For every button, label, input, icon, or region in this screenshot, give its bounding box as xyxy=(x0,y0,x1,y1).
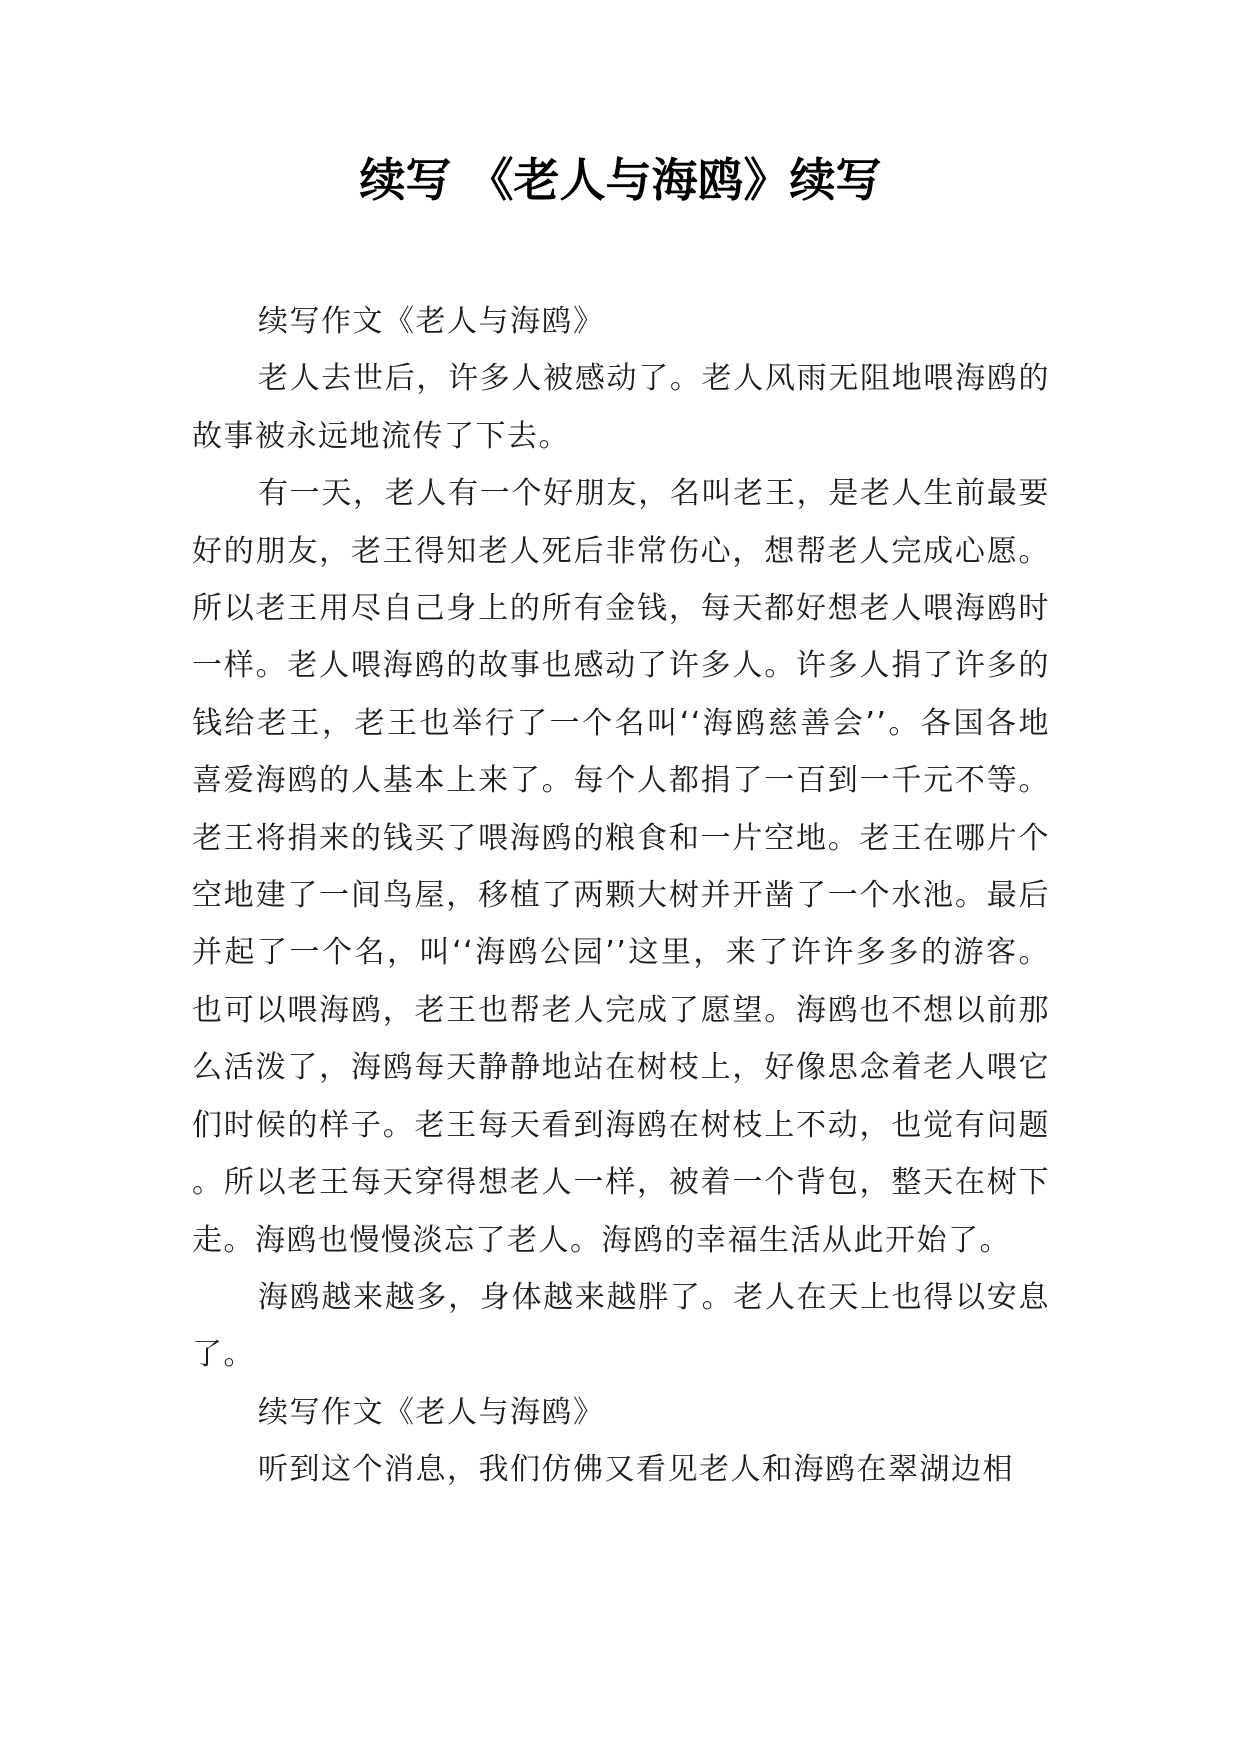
paragraph: 海鸥越来越多，身体越来越胖了。老人在天上也得以安息了。 xyxy=(192,1279,1050,1373)
paragraph-subtitle: 续写作文《老人与海鸥》 xyxy=(258,304,605,339)
paragraph-subtitle: 续写作文《老人与海鸥》 xyxy=(258,1394,605,1430)
document-body xyxy=(192,293,1050,1499)
paragraph: 有一天，老人有一个好朋友，名叫老王，是老人生前最要好的朋友，老王得知老人死后非常伤心，想帮老人完成心愿。所以老王用尽自己身上的所有金钱，每天都好想老人喂海鸥时一样。老人喂海鸥的故事也感动了许多人。许多人捐了许多的钱给老王，老王也举行了一个名叫‘‘海鸥慈善会’’。各国各地喜爱海鸥的人基本上来了。每个人都捐了一百到一千元不等。老王将捐来的钱买了喂海鸥的粮食和一片空地。老王在哪片个空地建了一间鸟屋，移植了两颗大树并开凿了一个水池。最后并起了一个名，叫‘‘海鸥公园’’这里，来了许许多多的游客。也可以喂海鸥，老王也帮老人完成了愿望。海鸥也不想以前那么活泼了，海鸥每天静静地站在树枝上，好像思念着老人喂它们时候的样子。老王每天看到海鸥在树枝上不动，也觉有问题。所以老王每天穿得想老人一样，被着一个背包，整天在树下走。海鸥也慢慢淡忘了老人。海鸥的幸福生活从此开始了。 xyxy=(192,476,1050,1258)
document-title: 续写 《老人与海鸥》续写 xyxy=(359,153,882,207)
paragraph: 听到这个消息，我们仿佛又看见老人和海鸥在翠湖边相 xyxy=(258,1452,1014,1488)
paragraph: 老人去世后，许多人被感动了。老人风雨无阻地喂海鸥的故事被永远地流传了下去。 xyxy=(192,361,1050,454)
